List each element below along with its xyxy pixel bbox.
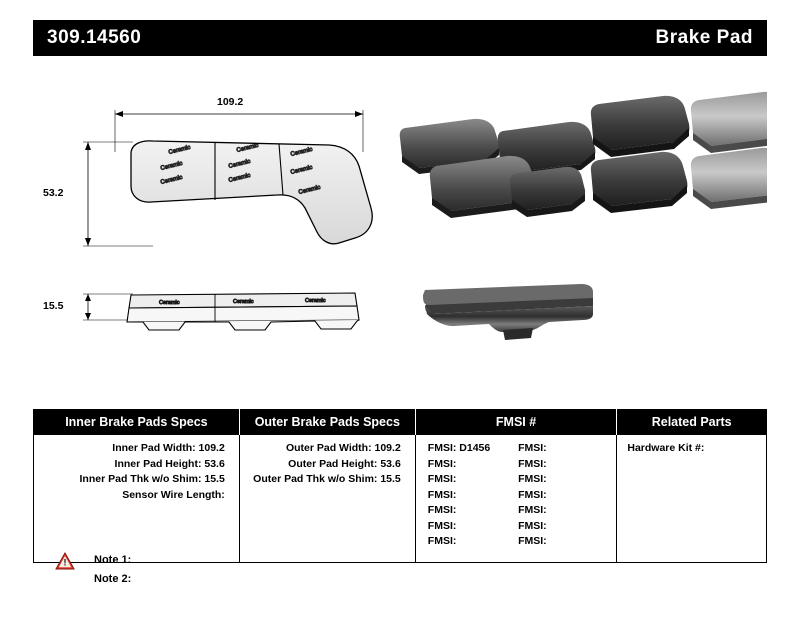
note-2-label: Note 2: xyxy=(94,572,132,585)
column-header-inner-specs: Inner Brake Pads Specs xyxy=(34,410,240,436)
fmsi-entry: FMSI: xyxy=(518,519,547,532)
outer-specs-cell xyxy=(239,435,415,562)
inner-pad-width: Inner Pad Width: 109.2 xyxy=(112,442,225,454)
pad-edge-view xyxy=(83,293,359,330)
product-photo-set-left xyxy=(400,119,596,218)
fmsi-entry: FMSI: D1456 xyxy=(427,442,491,454)
product-photo-edge-view xyxy=(423,284,593,340)
fmsi-entry: FMSI: xyxy=(427,457,457,470)
inner-pad-thickness: Inner Pad Thk w/o Shim: 15.5 xyxy=(79,473,225,485)
dimension-height-label: 53.2 xyxy=(43,187,64,199)
dimension-width-label: 109.2 xyxy=(217,96,244,108)
notes-section xyxy=(55,550,355,588)
column-header-fmsi: FMSI # xyxy=(415,410,617,436)
fmsi-entry: FMSI: xyxy=(427,535,457,547)
fmsi-column-left xyxy=(428,441,518,550)
column-header-related-parts: Related Parts xyxy=(617,410,767,436)
part-number: 309.14560 xyxy=(47,27,142,48)
fmsi-entry: FMSI: xyxy=(518,473,547,485)
svg-text:Ceramic: Ceramic xyxy=(290,146,314,158)
pad-front-view xyxy=(83,110,372,246)
outer-pad-height: Outer Pad Height: 53.6 xyxy=(288,457,401,470)
hardware-kit-number: Hardware Kit #: xyxy=(627,442,705,454)
outer-pad-thickness: Outer Pad Thk w/o Shim: 15.5 xyxy=(253,473,401,485)
fmsi-entry: FMSI: xyxy=(518,535,547,547)
svg-text:Ceramic: Ceramic xyxy=(290,164,314,176)
specs-table-header-row xyxy=(34,410,767,436)
fmsi-entry: FMSI: xyxy=(518,457,547,470)
note-1-label: Note 1: xyxy=(94,553,132,566)
specs-table xyxy=(33,409,767,563)
svg-text:Ceramic: Ceramic xyxy=(160,160,184,172)
svg-text:Ceramic: Ceramic xyxy=(159,300,180,306)
related-parts-cell xyxy=(617,435,767,562)
note-row xyxy=(55,569,355,588)
svg-text:Ceramic: Ceramic xyxy=(236,142,260,154)
technical-drawing-area xyxy=(33,62,767,392)
fmsi-entry: FMSI: xyxy=(427,473,457,485)
fmsi-entry: FMSI: xyxy=(518,504,547,516)
fmsi-cell xyxy=(415,435,617,562)
svg-text:Ceramic: Ceramic xyxy=(168,144,192,156)
svg-text:Ceramic: Ceramic xyxy=(233,299,254,305)
warning-icon xyxy=(55,552,75,570)
inner-specs-cell xyxy=(34,435,240,562)
svg-text:Ceramic: Ceramic xyxy=(228,158,252,170)
fmsi-column-right xyxy=(518,441,608,550)
drawing-svg xyxy=(33,62,767,392)
dimension-thickness-label: 15.5 xyxy=(43,300,64,312)
outer-pad-width: Outer Pad Width: 109.2 xyxy=(285,442,401,454)
product-photo-set-right xyxy=(591,92,767,213)
column-header-outer-specs: Outer Brake Pads Specs xyxy=(239,410,415,436)
svg-text:Ceramic: Ceramic xyxy=(228,172,252,184)
svg-text:Ceramic: Ceramic xyxy=(305,298,326,304)
svg-text:Ceramic: Ceramic xyxy=(160,174,184,186)
inner-pad-height: Inner Pad Height: 53.6 xyxy=(114,457,225,470)
fmsi-entry: FMSI: xyxy=(427,504,457,516)
document-type-title: Brake Pad xyxy=(655,27,753,48)
specs-table-body-row xyxy=(34,435,767,562)
sensor-wire-length: Sensor Wire Length: xyxy=(122,488,225,501)
fmsi-entry: FMSI: xyxy=(518,442,547,454)
fmsi-entry: FMSI: xyxy=(427,519,457,532)
fmsi-entry: FMSI: xyxy=(427,488,457,501)
fmsi-entry: FMSI: xyxy=(518,488,547,501)
svg-text:Ceramic: Ceramic xyxy=(298,184,322,196)
svg-text:!: ! xyxy=(63,557,67,568)
document-header xyxy=(33,20,767,56)
note-row xyxy=(55,550,355,569)
